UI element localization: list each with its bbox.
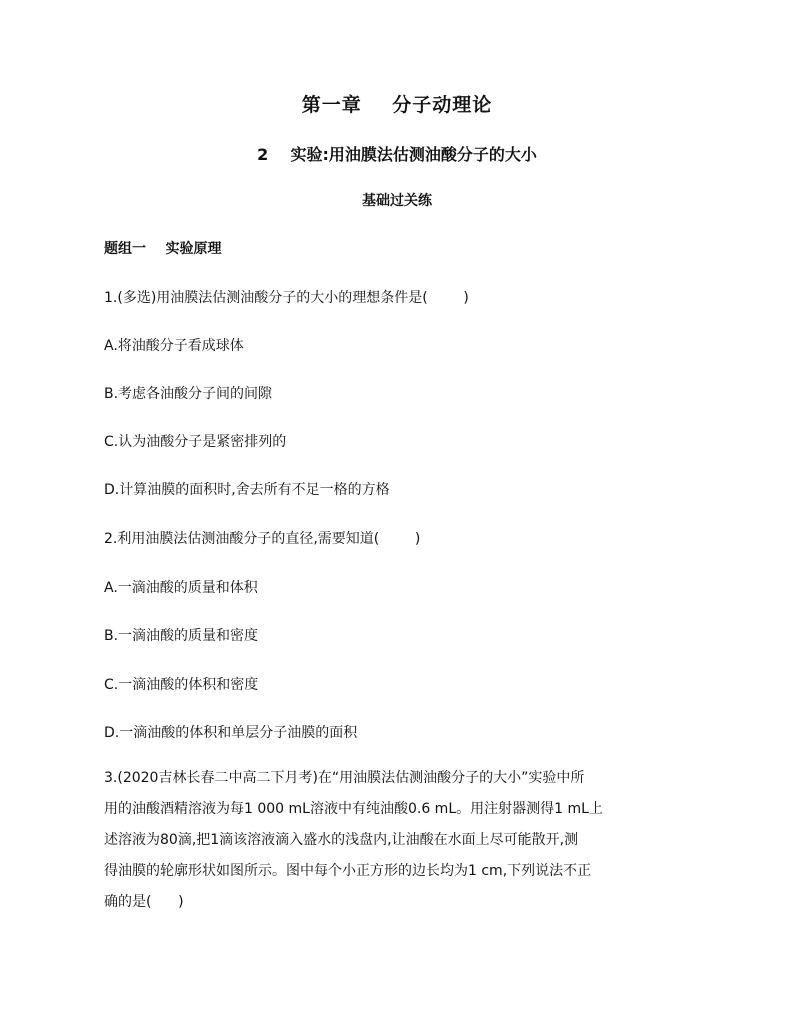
question-1-option-a: A.将油酸分子看成球体 [104,338,244,354]
question-3-line: 述溶液为80滴,把1滴该溶液滴入盛水的浅盘内,让油酸在水面上尽可能散开,测 [104,832,579,848]
question-2-stem: 2.利用油膜法估测油酸分子的直径,需要知道( ) [104,531,421,547]
question-2-option-a: A.一滴油酸的质量和体积 [104,580,258,596]
question-2-option-b: B.一滴油酸的质量和密度 [104,628,259,644]
question-1-option-c: C.认为油酸分子是紧密排列的 [104,434,287,450]
question-1-option-d: D.计算油膜的面积时,舍去所有不足一格的方格 [104,482,390,498]
question-3-line: 3.(2020吉林长春二中高二下月考)在“用油膜法估测油酸分子的大小”实验中所 [104,770,585,786]
question-3-stem [104,763,692,918]
question-group-title: 题组一 实验原理 [104,241,222,257]
question-3-line: 确的是( ) [104,894,184,910]
question-3-line: 用的油酸酒精溶液为每1 000 mL溶液中有纯油酸0.6 mL。用注射器测得1 mL上 [104,801,603,817]
chapter-title: 第一章 分子动理论 [301,94,493,116]
question-2-option-c: C.一滴油酸的体积和密度 [104,677,259,693]
question-2-option-d: D.一滴油酸的体积和单层分子油膜的面积 [104,725,358,741]
question-1-option-b: B.考虑各油酸分子间的间隙 [104,386,273,402]
section-title: 2 实验:用油膜法估测油酸分子的大小 [257,145,537,164]
question-1-stem: 1.(多选)用油膜法估测油酸分子的大小的理想条件是( ) [104,290,469,306]
subtitle: 基础过关练 [362,193,432,209]
question-3-line: 得油膜的轮廓形状如图所示。图中每个小正方形的边长均为1 cm,下列说法不正 [104,863,592,879]
